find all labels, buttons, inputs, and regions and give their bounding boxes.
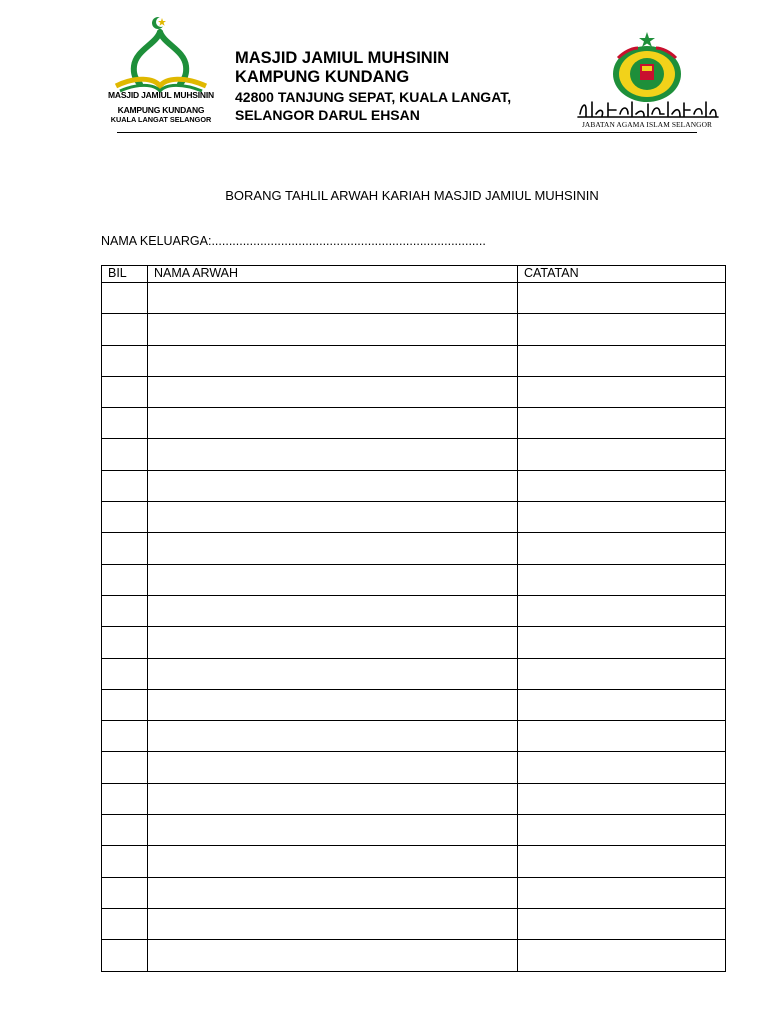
catatan-cell[interactable] [518, 376, 726, 407]
table-row [102, 345, 726, 376]
catatan-cell[interactable] [518, 815, 726, 846]
table-row [102, 502, 726, 533]
bil-cell[interactable] [102, 439, 148, 470]
nama-arwah-cell[interactable] [148, 564, 518, 595]
bil-cell[interactable] [102, 376, 148, 407]
bil-cell[interactable] [102, 846, 148, 877]
table-row [102, 439, 726, 470]
bil-cell[interactable] [102, 564, 148, 595]
catatan-cell[interactable] [518, 533, 726, 564]
nama-arwah-cell[interactable] [148, 376, 518, 407]
catatan-cell[interactable] [518, 314, 726, 345]
form-title: BORANG TAHLIL ARWAH KARIAH MASJID JAMIUL MUHSININ [225, 188, 599, 203]
bil-cell[interactable] [102, 877, 148, 908]
column-header-catatan: CATATAN [518, 266, 726, 283]
table-row [102, 564, 726, 595]
column-header-nama-arwah: NAMA ARWAH [148, 266, 518, 283]
nama-arwah-cell[interactable] [148, 658, 518, 689]
nama-arwah-cell[interactable] [148, 846, 518, 877]
catatan-cell[interactable] [518, 783, 726, 814]
jais-caption: JABATAN AGAMA ISLAM SELANGOR [581, 120, 713, 129]
table-row [102, 470, 726, 501]
catatan-cell[interactable] [518, 408, 726, 439]
table-body [102, 283, 726, 972]
bil-cell[interactable] [102, 533, 148, 564]
mosque-logo [106, 14, 216, 126]
nama-arwah-cell[interactable] [148, 908, 518, 939]
bil-cell[interactable] [102, 689, 148, 720]
logo-village-name: KAMPUNG KUNDANG [117, 105, 205, 115]
nama-arwah-cell[interactable] [148, 721, 518, 752]
nama-arwah-cell[interactable] [148, 533, 518, 564]
catatan-cell[interactable] [518, 689, 726, 720]
catatan-cell[interactable] [518, 940, 726, 971]
bil-cell[interactable] [102, 283, 148, 314]
bil-cell[interactable] [102, 783, 148, 814]
jais-logo [572, 30, 722, 132]
table-row [102, 846, 726, 877]
table-row [102, 752, 726, 783]
nama-arwah-cell[interactable] [148, 314, 518, 345]
bil-cell[interactable] [102, 627, 148, 658]
bil-cell[interactable] [102, 752, 148, 783]
nama-arwah-cell[interactable] [148, 627, 518, 658]
catatan-cell[interactable] [518, 595, 726, 626]
nama-arwah-cell[interactable] [148, 752, 518, 783]
nama-arwah-cell[interactable] [148, 502, 518, 533]
family-name-field[interactable]: NAMA KELUARGA:............................................................................... [101, 234, 486, 248]
catatan-cell[interactable] [518, 846, 726, 877]
header-divider [117, 132, 697, 133]
bil-cell[interactable] [102, 658, 148, 689]
nama-arwah-cell[interactable] [148, 595, 518, 626]
column-header-bil: BIL [102, 266, 148, 283]
catatan-cell[interactable] [518, 470, 726, 501]
address-line-1: 42800 TANJUNG SEPAT, KUALA LANGAT, [235, 89, 512, 105]
catatan-cell[interactable] [518, 564, 726, 595]
nama-arwah-cell[interactable] [148, 815, 518, 846]
mosque-dome-icon [106, 14, 216, 94]
table-row [102, 627, 726, 658]
logo-mosque-name: MASJID JAMIUL MUHSININ [108, 90, 214, 100]
nama-arwah-cell[interactable] [148, 345, 518, 376]
bil-cell[interactable] [102, 721, 148, 752]
catatan-cell[interactable] [518, 283, 726, 314]
nama-arwah-cell[interactable] [148, 689, 518, 720]
table-row [102, 908, 726, 939]
table-row [102, 689, 726, 720]
table-row [102, 283, 726, 314]
catatan-cell[interactable] [518, 877, 726, 908]
nama-arwah-cell[interactable] [148, 940, 518, 971]
catatan-cell[interactable] [518, 752, 726, 783]
bil-cell[interactable] [102, 314, 148, 345]
arwah-table [101, 265, 726, 972]
catatan-cell[interactable] [518, 658, 726, 689]
logo-district-name: KUALA LANGAT SELANGOR [110, 115, 212, 124]
table-row [102, 658, 726, 689]
bil-cell[interactable] [102, 595, 148, 626]
catatan-cell[interactable] [518, 627, 726, 658]
state-crest-icon [572, 30, 722, 120]
bil-cell[interactable] [102, 815, 148, 846]
bil-cell[interactable] [102, 940, 148, 971]
table-row [102, 877, 726, 908]
table-row [102, 533, 726, 564]
catatan-cell[interactable] [518, 908, 726, 939]
catatan-cell[interactable] [518, 721, 726, 752]
bil-cell[interactable] [102, 502, 148, 533]
nama-arwah-cell[interactable] [148, 470, 518, 501]
table-row [102, 376, 726, 407]
nama-arwah-cell[interactable] [148, 439, 518, 470]
catatan-cell[interactable] [518, 345, 726, 376]
nama-arwah-cell[interactable] [148, 877, 518, 908]
nama-arwah-cell[interactable] [148, 408, 518, 439]
bil-cell[interactable] [102, 408, 148, 439]
table-row [102, 783, 726, 814]
nama-arwah-cell[interactable] [148, 783, 518, 814]
catatan-cell[interactable] [518, 502, 726, 533]
bil-cell[interactable] [102, 908, 148, 939]
table-row [102, 314, 726, 345]
table-row [102, 940, 726, 971]
table-row [102, 408, 726, 439]
catatan-cell[interactable] [518, 439, 726, 470]
table-row [102, 721, 726, 752]
nama-arwah-cell[interactable] [148, 283, 518, 314]
table-row [102, 595, 726, 626]
header-block [235, 49, 511, 124]
table-row [102, 815, 726, 846]
table-header-row [102, 266, 726, 283]
village-name: KAMPUNG KUNDANG [235, 68, 410, 86]
org-name: MASJID JAMIUL MUHSININ [235, 49, 450, 67]
bil-cell[interactable] [102, 345, 148, 376]
address-line-2: SELANGOR DARUL EHSAN [235, 107, 420, 123]
bil-cell[interactable] [102, 470, 148, 501]
